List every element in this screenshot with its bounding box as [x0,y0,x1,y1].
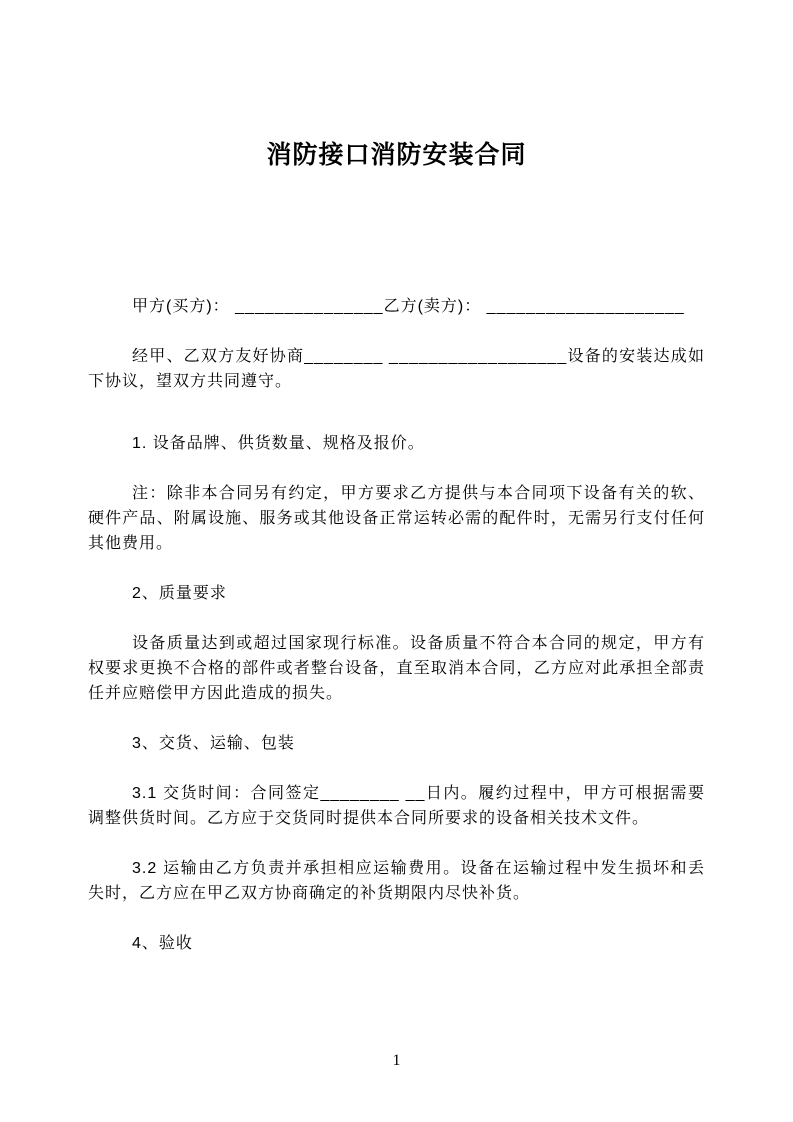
item-4-heading: 4、验收 [132,935,193,952]
item-1-heading: 1. 设备品牌、供货数量、规格及报价。 [132,435,425,452]
item-2-heading: 2、质量要求 [132,585,227,602]
quality-paragraph: 设备质量达到或超过国家现行标准。设备质量不符合本合同的规定，甲方有权要求更换不合格的部件或者整台设备，直至取消本合同，乙方应对此承担全部责任并应赔偿甲方因此造成的损失。 [88,635,705,702]
clause-3-1-paragraph: 3.1 交货时间：合同签定________ __日内。履约过程中，甲方可根据需要调整供货时间。乙方应于交货同时提供本合同所要求的设备相关技术文件。 [88,785,705,827]
note-paragraph: 注：除非本合同另有约定，甲方要求乙方提供与本合同项下设备有关的软、硬件产品、附属设施、服务或其他设备正常运转必需的配件时，无需另行支付任何其他费用。 [88,485,705,552]
item-3-heading: 3、交货、运输、包装 [132,735,295,752]
parties-line: 甲方(买方)： _______________乙方(卖方)： ____________________ [132,298,685,315]
document-title: 消防接口消防安装合同 [266,141,527,169]
intro-paragraph: 经甲、乙双方友好协商________ __________________设备的安装达成如下协议，望双方共同遵守。 [88,348,705,390]
page-number: 1 [392,1052,401,1069]
clause-3-2-paragraph: 3.2 运输由乙方负责并承担相应运输费用。设备在运输过程中发生损坏和丢失时，乙方应在甲乙双方协商确定的补货期限内尽快补货。 [88,860,705,902]
